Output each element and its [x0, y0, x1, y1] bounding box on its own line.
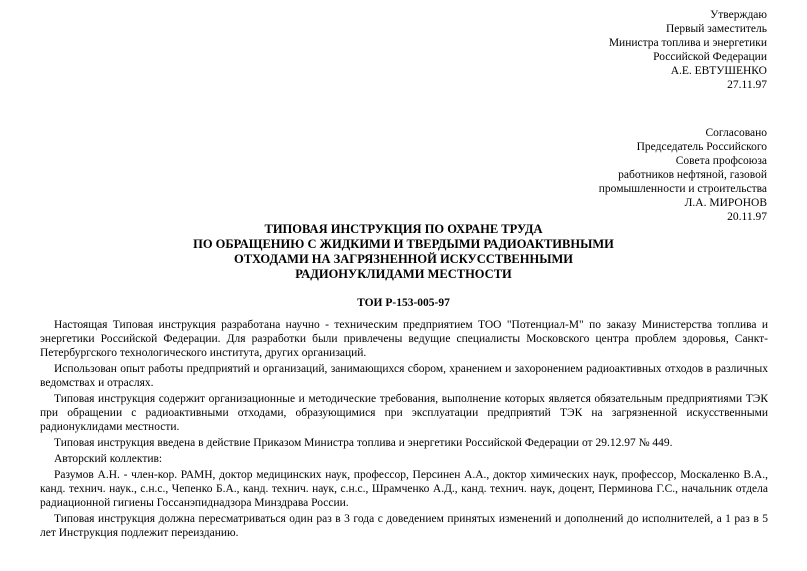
agreement-signatory: Л.А. МИРОНОВ: [684, 197, 767, 209]
title-line: РАДИОНУКЛИДАМИ МЕСТНОСТИ: [295, 267, 512, 281]
title-line: ТИПОВАЯ ИНСТРУКЦИЯ ПО ОХРАНЕ ТРУДА: [264, 222, 543, 236]
paragraph: Разумов А.Н. - член-кор. РАМН, доктор медицинских наук, профессор, Персинен А.А., доктор химических наук, профессор, Москаленко В.А., канд. технич. наук., с.н.с., Чепенко Б.А., канд. технич. наук, с.н.с., Шрамченко А.Д., канд. технич. наук, доцент, Перминова Г.С., начальник отдела радиационной гигиены Госсанэпиднадзора Минздрава России.: [40, 469, 768, 509]
paragraph: Настоящая Типовая инструкция разработана научно - техническим предприятием ТОО "Потенциал-М" по заказу Министерства топлива и энергетики Российской Федерации. Для разработки были привлечены ведущие специалисты Московского центра проблем здоровья, Санкт-Петербургского технологического института, других организаций.: [40, 319, 768, 359]
title-line: ОТХОДАМИ НА ЗАГРЯЗНЕННОЙ ИСКУССТВЕННЫМИ: [233, 252, 574, 266]
agreement-line: Совета профсоюза: [675, 155, 767, 167]
approval-signatory: А.Е. ЕВТУШЕНКО: [670, 65, 767, 77]
paragraph: Типовая инструкция содержит организационные и методические требования, выполнение которых является обязательным предприятиями ТЭК при обращении с радиоактивными отходами, образующимися при эксплуатации предприятий ТЭК на загрязненной искусственными радионуклидами местности.: [40, 393, 768, 433]
approval-line: Первый заместитель: [665, 23, 767, 35]
paragraph: Типовая инструкция должна пересматриваться один раз в 3 года с доведением принятых изменений и дополнений до исполнителей, а 1 раз в 5 лет Инструкция подлежит переизданию.: [40, 513, 768, 539]
paragraph: Типовая инструкция введена в действие Приказом Министра топлива и энергетики Российской Федерации от 29.12.97 № 449.: [54, 437, 673, 449]
document-body: [40, 318, 768, 542]
approval-line: Утверждаю: [710, 9, 767, 21]
document-title: [40, 222, 767, 282]
approval-line: Российской Федерации: [653, 51, 767, 63]
document-code: ТОИ Р-153-005-97: [357, 297, 450, 309]
agreement-line: Согласовано: [705, 127, 767, 139]
agreement-line: промышленности и строительства: [598, 183, 767, 195]
agreement-line: Председатель Российского: [636, 141, 767, 153]
paragraph: Использован опыт работы предприятий и организаций, занимающихся сбором, хранением и захоронением радиоактивных отходов в различных ведомствах и отраслях.: [40, 363, 768, 389]
paragraph: Авторский коллектив:: [54, 453, 163, 465]
agreement-line: работников нефтяной, газовой: [618, 169, 767, 181]
agreement-block: [599, 126, 767, 224]
title-line: ПО ОБРАЩЕНИЮ С ЖИДКИМИ И ТВЕРДЫМИ РАДИОАКТИВНЫМИ: [193, 237, 614, 251]
agreement-date: 20.11.97: [727, 211, 767, 223]
approval-date: 27.11.97: [727, 79, 767, 91]
approval-line: Министра топлива и энергетики: [608, 37, 767, 49]
approval-block: [609, 8, 767, 92]
